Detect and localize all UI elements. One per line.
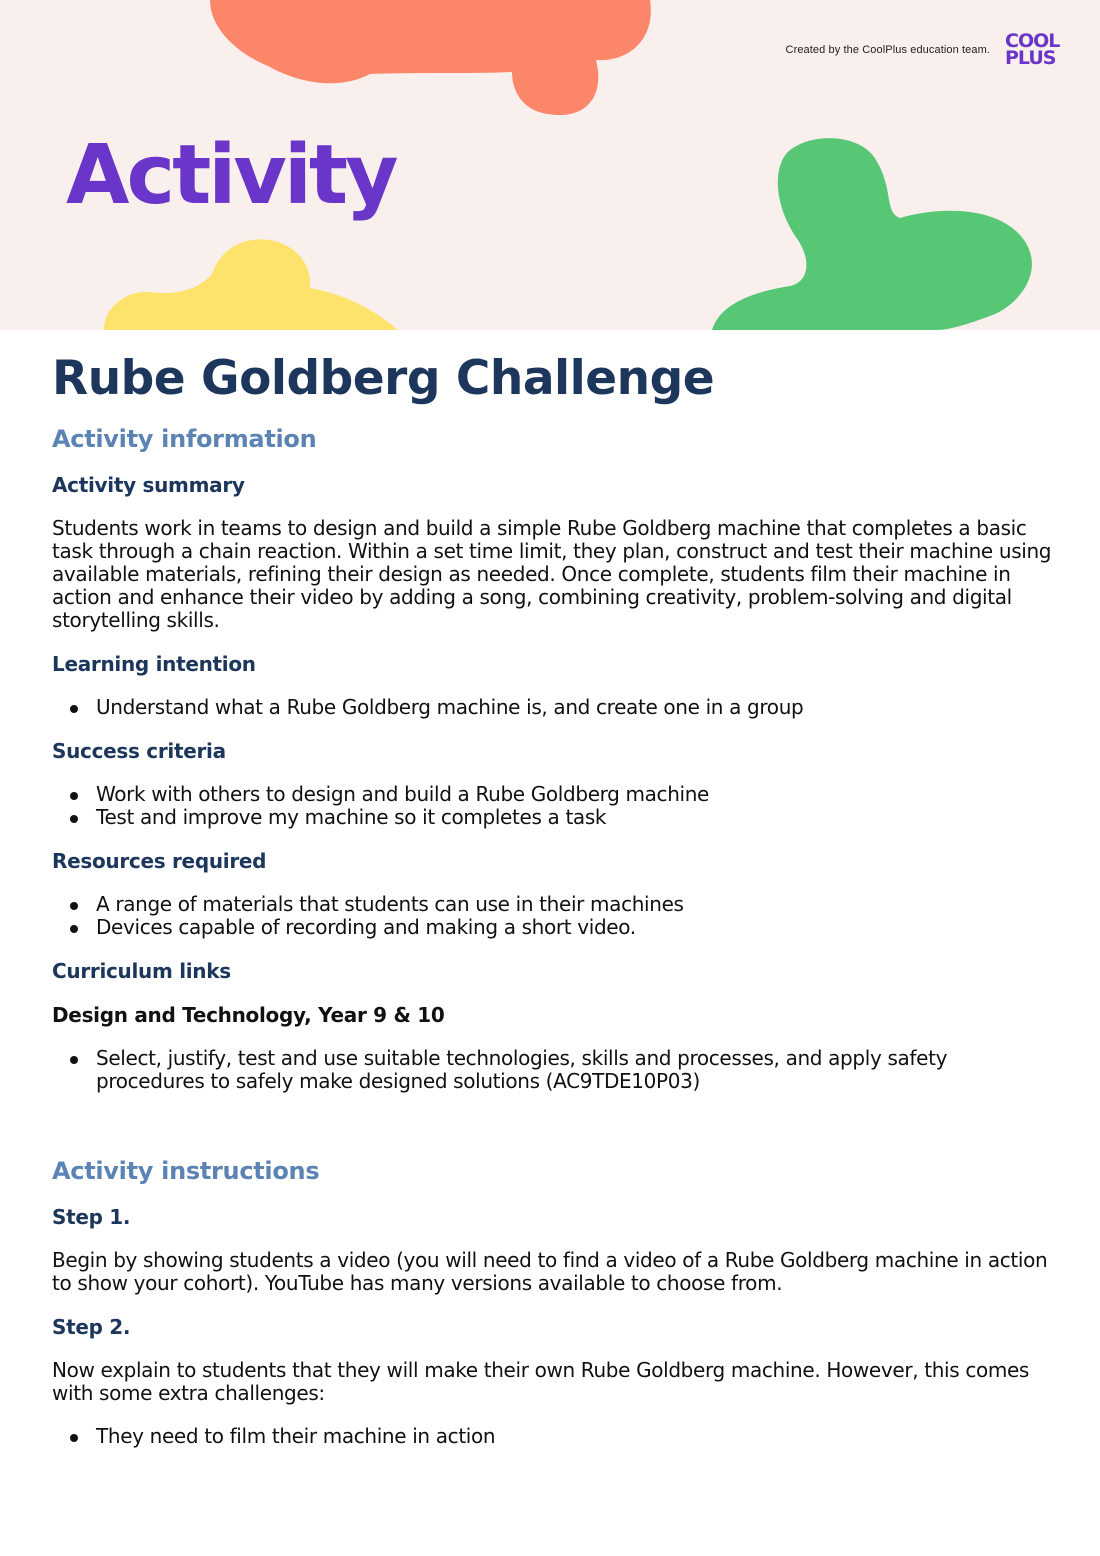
step-2-text: Now explain to students that they will make their own Rube Goldberg machine. However, this comes with some extra challenges: [52, 1358, 1030, 1405]
success-criteria-list [52, 783, 1052, 829]
success-criteria-heading: Success criteria [52, 739, 226, 763]
green-blob [712, 138, 1032, 330]
document-content [52, 345, 1052, 1448]
section-heading-activity-information: Activity information [52, 425, 317, 453]
section-heading-activity-instructions: Activity instructions [52, 1157, 320, 1185]
curriculum-subheading: Design and Technology, Year 9 & 10 [52, 1003, 445, 1027]
activity-summary-heading: Activity summary [52, 473, 245, 497]
credit-text: Created by the CoolPlus education team. [785, 44, 990, 56]
list-item: Work with others to design and build a Rube Goldberg machine [52, 783, 1052, 806]
list-item: They need to film their machine in action [52, 1425, 1052, 1448]
list-item: A range of materials that students can use in their machines [52, 893, 1052, 916]
step-1-text: Begin by showing students a video (you will need to find a video of a Rube Goldberg machine in action to show your cohort). YouTube has many versions available to choose from. [52, 1248, 1048, 1295]
list-item: Devices capable of recording and making a short video. [52, 916, 1052, 939]
learning-intention-list [52, 696, 1052, 719]
resources-required-heading: Resources required [52, 849, 267, 873]
step-2-list [52, 1425, 1052, 1448]
curriculum-links-heading: Curriculum links [52, 959, 231, 983]
header-banner [0, 0, 1100, 330]
coral-blob [210, 0, 651, 115]
coolplus-logo [1005, 30, 1067, 69]
activity-summary-text: Students work in teams to design and build a simple Rube Goldberg machine that completes a basic task through a chain reaction. Within a set time limit, they plan, construct and test their machine using available materials, refining their design as needed. Once complete, students film their machine in action and enhance their video by adding a song, combining creativity, problem-solving and digital storytelling skills. [52, 516, 1052, 632]
list-item: Test and improve my machine so it completes a task [52, 806, 1052, 829]
list-item: Understand what a Rube Goldberg machine is, and create one in a group [52, 696, 1052, 719]
curriculum-links-list [52, 1047, 1052, 1093]
logo-line-plus: PLUS [1005, 47, 1056, 69]
banner-title: Activity [66, 128, 396, 223]
logo-line-cool: COOL [1005, 30, 1060, 52]
yellow-blob [104, 239, 398, 330]
list-item: Select, justify, test and use suitable technologies, skills and processes, and apply safety procedures to safely make designed solutions (AC9TDE10P03) [52, 1047, 1052, 1093]
learning-intention-heading: Learning intention [52, 652, 256, 676]
step-1-heading: Step 1. [52, 1205, 131, 1229]
step-2-heading: Step 2. [52, 1315, 131, 1339]
resources-required-list [52, 893, 1052, 939]
document-title: Rube Goldberg Challenge [52, 351, 715, 406]
